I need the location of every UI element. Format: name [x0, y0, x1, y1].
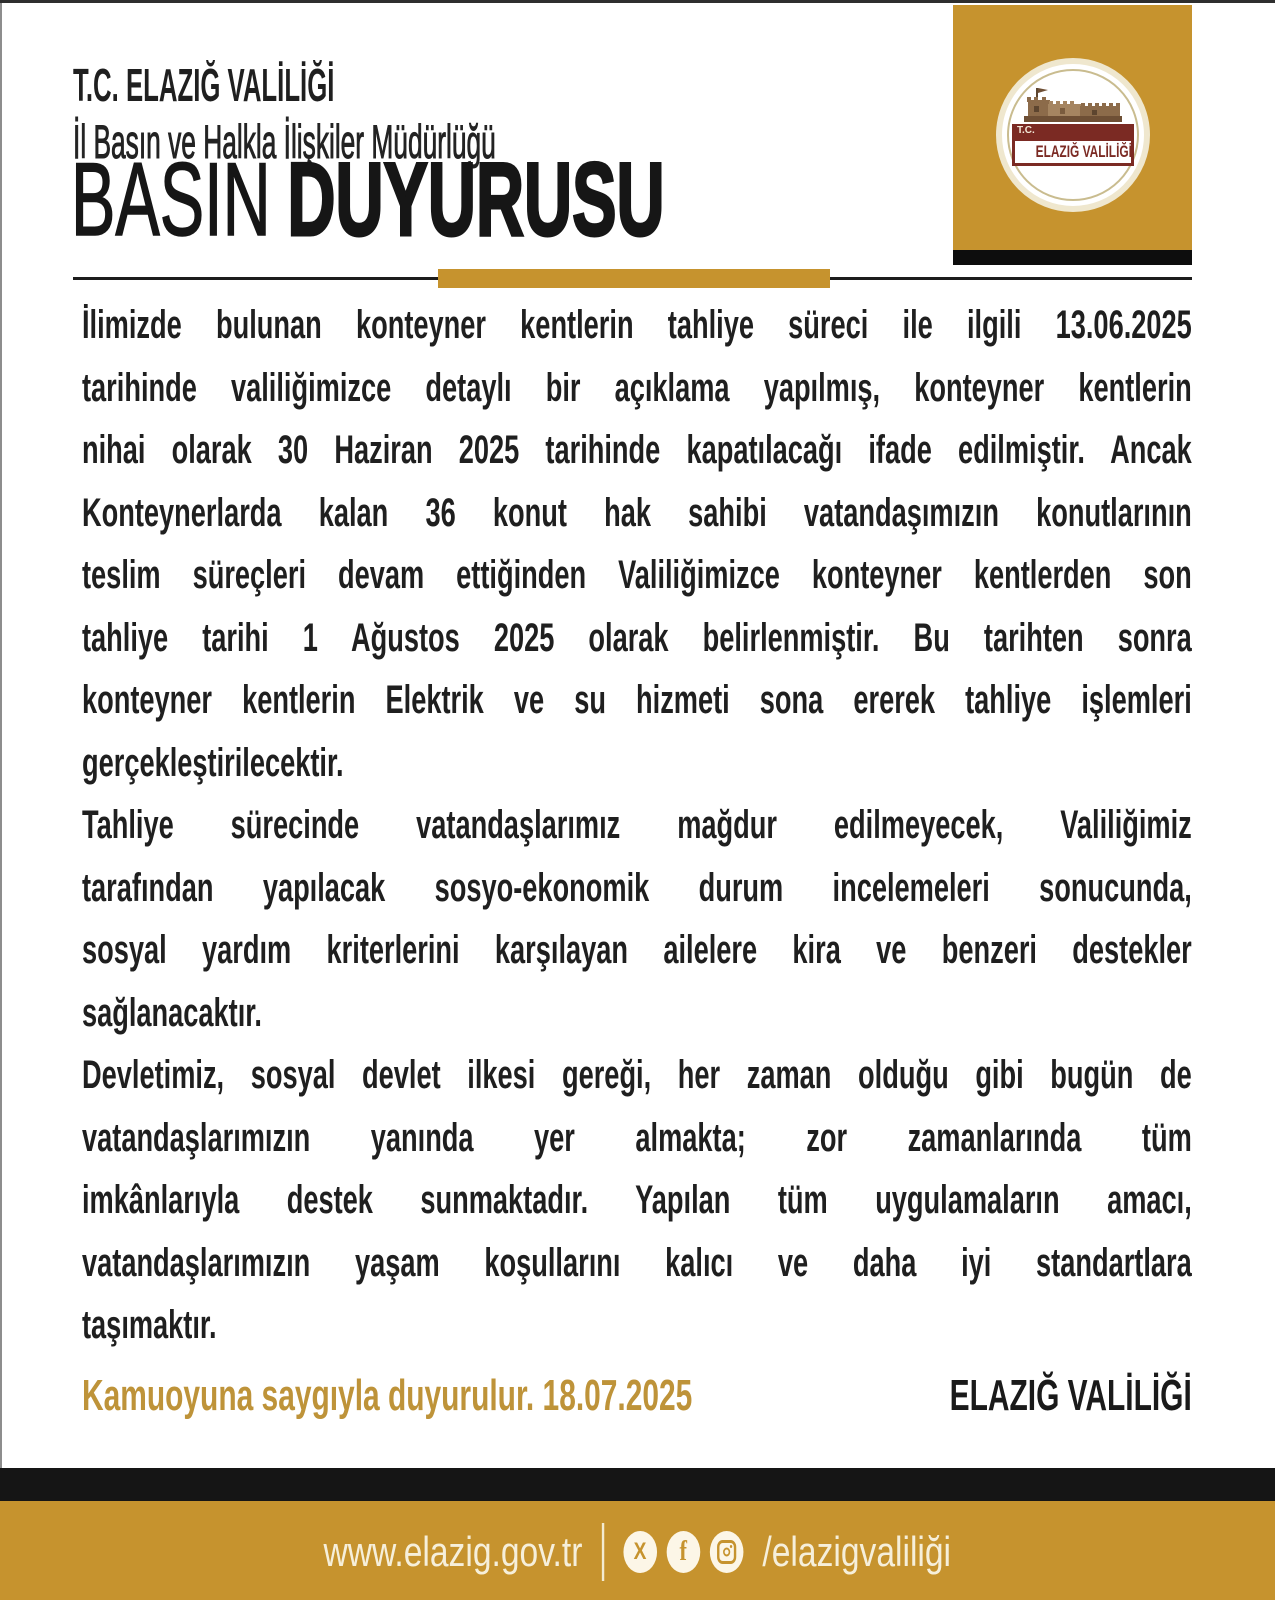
body-line: Konteynerlarda kalan 36 konut hak sahibi vatandaşımızın konutlarının — [82, 490, 1192, 535]
body-line: Devletimiz, sosyal devlet ilkesi gereği, her zaman olduğu gibi bugün de — [82, 1053, 1192, 1097]
department-name: İl Basın ve Halkla İlişkiler Müdürlüğü — [73, 115, 496, 168]
signoff-row — [82, 1371, 1275, 1421]
instagram-icon — [710, 1531, 744, 1573]
body-line: sağlanacaktır. — [82, 990, 262, 1035]
social-handle: /elazigvaliliği — [762, 1528, 952, 1575]
x-icon: X — [623, 1531, 657, 1573]
page-left-edge-line — [0, 3, 2, 1468]
body-line: tarihinde valiliğimizce detaylı bir açıklama yapılmış, konteyner kentlerin — [82, 365, 1192, 410]
body-line: taşımaktır. — [82, 1303, 217, 1347]
social-icons — [623, 1531, 743, 1573]
title-gold-accent-bar — [438, 269, 830, 288]
logo-box — [953, 5, 1192, 250]
body-line: imkânlarıyla destek sunmaktadır. Yapılan tüm uygulamaların amacı, — [82, 1178, 1192, 1222]
castle-icon — [1022, 86, 1124, 126]
facebook-icon: f — [667, 1531, 701, 1573]
body-line: tahliye tarihi 1 Ağustos 2025 olarak belirlenmiştir. Bu tarihten sonra — [82, 615, 1192, 660]
body-line: konteyner kentlerin Elektrik ve su hizmeti sona ererek tahliye işlemleri — [82, 678, 1192, 722]
logo-label — [1012, 124, 1134, 166]
body-line: sosyal yardım kriterlerini karşılayan ailelere kira ve benzeri destekler — [82, 928, 1192, 972]
page-title — [71, 141, 998, 259]
agency-name: T.C. ELAZIĞ VALİLİĞİ — [73, 59, 335, 111]
footer-divider — [602, 1523, 604, 1581]
announcement-body — [82, 294, 1275, 1357]
footer-gold-bar — [0, 1501, 1275, 1600]
title-word-duyurusu: DUYURUSU — [287, 142, 665, 258]
title-word-basin: BASIN — [71, 142, 271, 258]
body-line: Tahliye sürecinde vatandaşlarımız mağdur edilmeyecek, Valiliğimiz — [82, 803, 1192, 847]
body-line: vatandaşlarımızın yaşam koşullarını kalıcı ve daha iyi standartlara — [82, 1240, 1192, 1285]
logo-name-label: ELAZIĞ VALİLİĞİ — [1012, 138, 1134, 166]
body-line: vatandaşlarımızın yanında yer almakta; zor zamanlarında tüm — [82, 1115, 1192, 1160]
logo-tc-label: T.C. — [1012, 124, 1134, 138]
body-text — [82, 294, 1192, 1357]
governorship-logo — [996, 58, 1150, 212]
body-line: tarafından yapılacak sosyo-ekonomik durum incelemeleri sonucunda, — [82, 865, 1192, 910]
body-line: nihai olarak 30 Haziran 2025 tarihinde kapatılacağı ifade edilmiştir. Ancak — [82, 428, 1192, 472]
website-text: www.elazig.gov.tr — [323, 1528, 583, 1575]
logo-black-strip — [953, 250, 1192, 265]
signoff-authority: ELAZIĞ VALİLİĞİ — [949, 1371, 1192, 1420]
body-line: İlimizde bulunan konteyner kentlerin tahliye süreci ile ilgili 13.06.2025 — [82, 303, 1192, 347]
footer-black-bar — [0, 1468, 1275, 1501]
signoff-public-notice: Kamuoyuna saygıyla duyurulur. 18.07.2025 — [82, 1371, 693, 1420]
body-line: teslim süreçleri devam ettiğinden Valiliğimizce konteyner kentlerden son — [82, 553, 1192, 597]
body-line: gerçekleştirilecektir. — [82, 740, 344, 785]
